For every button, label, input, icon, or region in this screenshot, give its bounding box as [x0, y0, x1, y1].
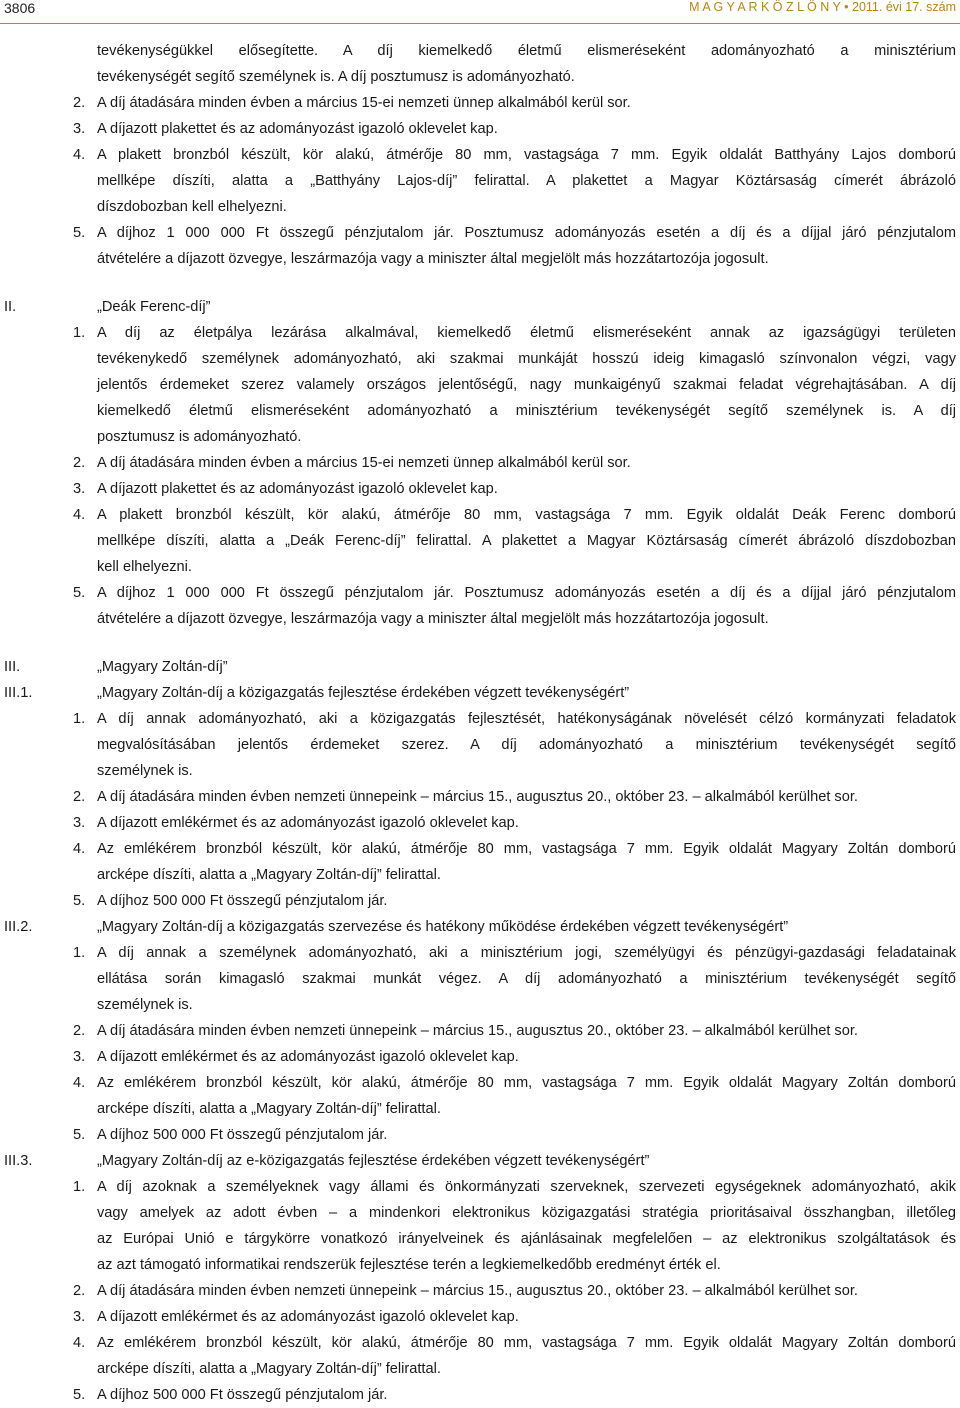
item-text: kell elhelyezni. — [97, 559, 192, 575]
list-item-line — [0, 1382, 960, 1408]
subsection-label: III.1. — [4, 685, 33, 701]
item-text: A díjhoz 1 000 000 Ft összegű pénzjutalom jár. Posztumusz adományozás esetén a díj és a díjjal járó pénzjutalom — [97, 585, 956, 601]
subsection-title: „Magyary Zoltán-díj a közigazgatás szervezése és hatékony működése érdekében végzett tevékenységért” — [97, 919, 789, 935]
item-text: megvalósításában jelentős érdemeket szerez. A díj adományozható a minisztérium tevékenységét segítő — [97, 737, 956, 753]
item-text: átvételére a díjazott özvegye, leszármazója vagy a miniszter által megjelölt más hozzátartozója jogosult. — [97, 611, 769, 627]
section-title: „Magyary Zoltán-díj” — [97, 659, 228, 675]
list-item-line — [0, 992, 960, 1018]
item-text: arcképe díszíti, alatta a „Magyary Zoltán-díj” felirattal. — [97, 1101, 441, 1117]
item-text: Az emlékérem bronzból készült, kör alakú, átmérője 80 mm, vastagsága 7 mm. Egyik oldalát Magyary Zoltán domború — [97, 1075, 956, 1091]
item-text: A plakett bronzból készült, kör alakú, átmérője 80 mm, vastagsága 7 mm. Egyik oldalát Deák Ferenc domború — [97, 507, 956, 523]
list-item-line — [0, 1356, 960, 1382]
list-item-line — [0, 940, 960, 966]
item-text: A plakett bronzból készült, kör alakú, átmérője 80 mm, vastagsága 7 mm. Egyik oldalát Batthyány Lajos domború — [97, 147, 956, 163]
list-item-line — [0, 246, 960, 272]
page-header — [0, 0, 960, 24]
item-number: 5. — [73, 225, 86, 241]
item-text: az Európai Unió e tárgykörre vonatkozó irányelveinek és ajánlásainak megfelelően – az elektronikus szolgáltatások és — [97, 1231, 956, 1247]
page-number: 3806 — [4, 0, 36, 16]
subsection-title: „Magyary Zoltán-díj a közigazgatás fejlesztése érdekében végzett tevékenységért” — [97, 685, 630, 701]
item-text: A díjhoz 500 000 Ft összegű pénzjutalom jár. — [97, 1387, 388, 1403]
issue-label: 2011. évi 17. szám — [852, 0, 956, 14]
list-item-line — [0, 1304, 960, 1330]
list-item-line — [0, 142, 960, 168]
item-number: 4. — [73, 1075, 86, 1091]
item-number: 2. — [73, 1283, 86, 1299]
list-item-line — [0, 1278, 960, 1304]
item-number: 4. — [73, 1335, 86, 1351]
item-number: 3. — [73, 815, 86, 831]
item-text: ellátása során kimagasló szakmai munkát végez. A díj adományozható a minisztérium tevékenységét segítő — [97, 971, 956, 987]
subsection-heading — [0, 914, 960, 940]
item-number: 4. — [73, 147, 86, 163]
list-item-line — [0, 1200, 960, 1226]
item-text: arcképe díszíti, alatta a „Magyary Zoltán-díj” felirattal. — [97, 1361, 441, 1377]
item-text: A díj annak adományozható, aki a közigazgatás fejlesztését, hatékonyságának növelését célzó kormányzati feladatok — [97, 711, 956, 727]
item-text: A díjazott emlékérmet és az adományozást igazoló oklevelet kap. — [97, 1049, 519, 1065]
item-text: A díj annak a személynek adományozható, aki a minisztérium jogi, személyügyi és pénzügyi-gazdasági feladatainak — [97, 945, 956, 961]
item-number: 1. — [73, 325, 86, 341]
item-number: 4. — [73, 507, 86, 523]
list-item-line — [0, 116, 960, 142]
list-item-line — [0, 398, 960, 424]
item-number: 2. — [73, 455, 86, 471]
item-text: díszdobozban kell elhelyezni. — [97, 199, 287, 215]
item-text: posztumusz is adományozható. — [97, 429, 302, 445]
list-item-line — [0, 320, 960, 346]
item-number: 1. — [73, 1179, 86, 1195]
list-item-line — [0, 502, 960, 528]
item-text: A díj azoknak a személyeknek vagy állami és önkormányzati szerveknek, szervezeti egységeknek adományozható, akik — [97, 1179, 956, 1195]
item-text: az azt támogató informatikai rendszerük fejlesztése terén a legkiemelkedőbb eredményt érték el. — [97, 1257, 721, 1273]
list-item-line — [0, 424, 960, 450]
item-text: A díjazott emlékérmet és az adományozást igazoló oklevelet kap. — [97, 815, 519, 831]
list-item-line — [0, 1070, 960, 1096]
item-number: 3. — [73, 121, 86, 137]
item-text: személynek is. — [97, 997, 193, 1013]
list-item-line — [0, 706, 960, 732]
item-text: személynek is. — [97, 763, 193, 779]
list-item-line — [0, 580, 960, 606]
item-text: A díj az életpálya lezárása alkalmával, kiemelkedő életmű elismeréseként annak az igazságügyi területen — [97, 325, 956, 341]
section-label: III. — [4, 659, 21, 675]
item-text: vagy amelyek az adott évben – a mindenkori elektronikus közigazgatási stratégia prioritásaival összhangban, illetőleg — [97, 1205, 956, 1221]
list-item-line — [0, 168, 960, 194]
item-number: 5. — [73, 1387, 86, 1403]
list-item-line — [0, 220, 960, 246]
item-text: Az emlékérem bronzból készült, kör alakú, átmérője 80 mm, vastagsága 7 mm. Egyik oldalát Magyary Zoltán domború — [97, 1335, 956, 1351]
paragraph-line — [0, 64, 960, 90]
item-text: A díj átadására minden évben a március 15-ei nemzeti ünnep alkalmából kerül sor. — [97, 455, 631, 471]
list-item-line — [0, 554, 960, 580]
paragraph-text: tevékenységét segítő személynek is. A díj posztumusz is adományozható. — [97, 69, 575, 85]
item-text: jelentős érdemeket szerez valamely országos jelentőségű, nagy munkaigényű szakmai feladat végrehajtásában. A díj — [97, 377, 956, 393]
item-number: 3. — [73, 1309, 86, 1325]
list-item-line — [0, 732, 960, 758]
item-text: A díj átadására minden évben a március 15-ei nemzeti ünnep alkalmából kerül sor. — [97, 95, 631, 111]
item-text: átvételére a díjazott özvegye, leszármazója vagy a miniszter által megjelölt más hozzátartozója jogosult. — [97, 251, 769, 267]
section-title: „Deák Ferenc-díj” — [97, 299, 211, 315]
document-body — [0, 38, 960, 1408]
list-item-line — [0, 1044, 960, 1070]
list-item-line — [0, 1226, 960, 1252]
list-item-line — [0, 966, 960, 992]
item-text: A díj átadására minden évben nemzeti ünnepeink – március 15., augusztus 20., október 23. – alkalmából kerülhet sor. — [97, 1023, 858, 1039]
header-rule — [0, 23, 960, 24]
list-item-line — [0, 758, 960, 784]
item-text: tevékenykedő személynek adományozható, aki szakmai munkáját hosszú ideig kimagasló színvonalon végzi, vagy — [97, 351, 956, 367]
item-number: 5. — [73, 893, 86, 909]
item-text: A díjazott plakettet és az adományozást igazoló oklevelet kap. — [97, 481, 498, 497]
item-number: 2. — [73, 1023, 86, 1039]
section-heading — [0, 654, 960, 680]
item-text: Az emlékérem bronzból készült, kör alakú, átmérője 80 mm, vastagsága 7 mm. Egyik oldalát Magyary Zoltán domború — [97, 841, 956, 857]
item-text: kiemelkedő életmű elismeréseként adományozható a minisztérium tevékenységét segítő személynek is. A díj — [97, 403, 956, 419]
list-item-line — [0, 528, 960, 554]
section-label: II. — [4, 299, 17, 315]
item-text: A díj átadására minden évben nemzeti ünnepeink – március 15., augusztus 20., október 23. – alkalmából kerülhet sor. — [97, 789, 858, 805]
list-item-line — [0, 90, 960, 116]
list-item-line — [0, 1252, 960, 1278]
journal-header — [689, 0, 956, 14]
section-spacer — [0, 272, 960, 294]
list-item-line — [0, 862, 960, 888]
list-item-line — [0, 476, 960, 502]
item-text: A díjhoz 500 000 Ft összegű pénzjutalom jár. — [97, 893, 388, 909]
list-item-line — [0, 1018, 960, 1044]
item-number: 4. — [73, 841, 86, 857]
list-item-line — [0, 372, 960, 398]
list-item-line — [0, 888, 960, 914]
item-text: arcképe díszíti, alatta a „Magyary Zoltán-díj” felirattal. — [97, 867, 441, 883]
item-number: 5. — [73, 585, 86, 601]
item-number: 3. — [73, 1049, 86, 1065]
item-text: A díj átadására minden évben nemzeti ünnepeink – március 15., augusztus 20., október 23. – alkalmából kerülhet sor. — [97, 1283, 858, 1299]
list-item-line — [0, 346, 960, 372]
list-item-line — [0, 836, 960, 862]
paragraph-line — [0, 38, 960, 64]
item-number: 5. — [73, 1127, 86, 1143]
list-item-line — [0, 810, 960, 836]
item-text: A díjhoz 500 000 Ft összegű pénzjutalom jár. — [97, 1127, 388, 1143]
item-text: A díjazott emlékérmet és az adományozást igazoló oklevelet kap. — [97, 1309, 519, 1325]
bullet-separator: • — [844, 0, 849, 14]
paragraph-text: tevékenységükkel elősegítette. A díj kiemelkedő életmű elismeréseként adományozható a minisztérium — [97, 43, 956, 59]
list-item-line — [0, 1330, 960, 1356]
journal-title: M A G Y A R K Ö Z L Ö N Y — [689, 0, 841, 14]
item-text: A díjhoz 1 000 000 Ft összegű pénzjutalom jár. Posztumusz adományozás esetén a díj és a díjjal járó pénzjutalom — [97, 225, 956, 241]
subsection-heading — [0, 1148, 960, 1174]
list-item-line — [0, 606, 960, 632]
subsection-title: „Magyary Zoltán-díj az e-közigazgatás fejlesztése érdekében végzett tevékenységért” — [97, 1153, 650, 1169]
subsection-label: III.3. — [4, 1153, 33, 1169]
list-item-line — [0, 1122, 960, 1148]
section-heading — [0, 294, 960, 320]
item-number: 3. — [73, 481, 86, 497]
item-number: 1. — [73, 711, 86, 727]
item-text: A díjazott plakettet és az adományozást igazoló oklevelet kap. — [97, 121, 498, 137]
item-number: 2. — [73, 95, 86, 111]
item-text: mellképe díszíti, alatta a „Deák Ferenc-díj” felirattal. A plakettet a Magyar Köztársaság címerét ábrázoló díszdobozban — [97, 533, 956, 549]
list-item-line — [0, 194, 960, 220]
item-number: 1. — [73, 945, 86, 961]
item-number: 2. — [73, 789, 86, 805]
section-spacer — [0, 632, 960, 654]
item-text: mellképe díszíti, alatta a „Batthyány Lajos-díj” felirattal. A plakettet a Magyar Köztársaság címerét ábrázoló — [97, 173, 956, 189]
subsection-heading — [0, 680, 960, 706]
list-item-line — [0, 1174, 960, 1200]
list-item-line — [0, 784, 960, 810]
list-item-line — [0, 450, 960, 476]
subsection-label: III.2. — [4, 919, 33, 935]
list-item-line — [0, 1096, 960, 1122]
